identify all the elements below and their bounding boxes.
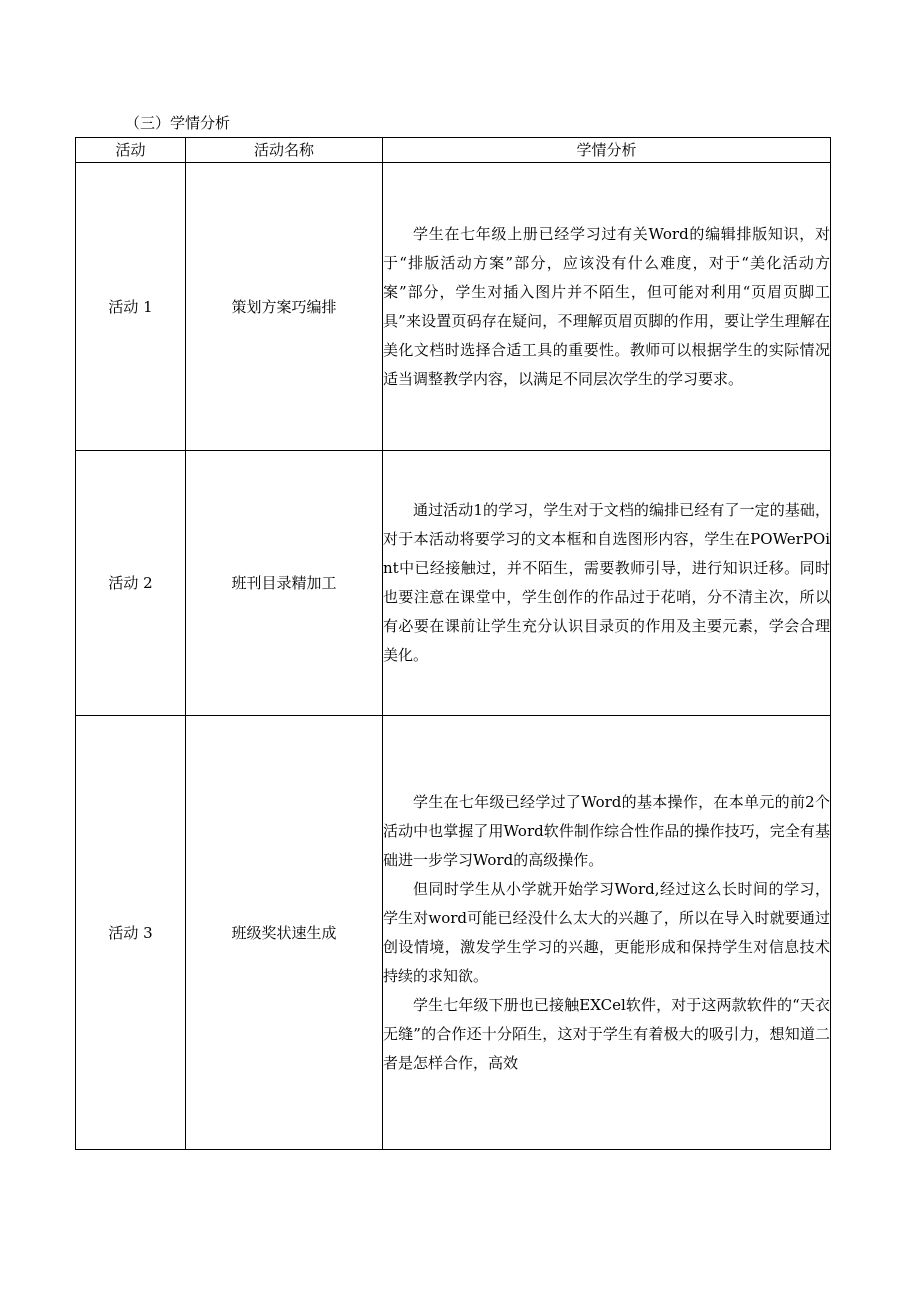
analysis-cell xyxy=(383,716,831,1150)
analysis-paragraph: 学生七年级下册也已接触EXCel软件，对于这两款软件的“天衣无缝”的合作还十分陌生，这对于学生有着极大的吸引力，想知道二者是怎样合作，高效 xyxy=(383,995,830,1072)
analysis-cell xyxy=(383,451,831,716)
header-activity-name: 活动名称 xyxy=(186,138,383,163)
analysis-paragraph: 通过活动1的学习，学生对于文档的编排已经有了一定的基础，对于本活动将要学习的文本框和自选图形内容，学生在POWerPOint中已经接触过，并不陌生，需要教师引导，进行知识迁移。同时也要注意在课堂中，学生创作的作品过于花哨，分不清主次，所以有必要在课前让学生充分认识目录页的作用及主要元素，学会合理美化。 xyxy=(383,501,830,664)
table-row xyxy=(76,163,831,451)
table-header-row xyxy=(76,138,831,163)
table-row xyxy=(76,716,831,1150)
analysis-paragraph: 学生在七年级上册已经学习过有关Word的编辑排版知识，对于“排版活动方案”部分，应该没有什么难度，对于“美化活动方案”部分，学生对插入图片并不陌生，但可能对利用“页眉页脚工具”来设置页码存在疑问，不理解页眉页脚的作用，要让学生理解在美化文档时选择合适工具的重要性。教师可以根据学生的实际情况适当调整教学内容，以满足不同层次学生的学习要求。 xyxy=(383,224,830,388)
activity-name-cell: 策划方案巧编排 xyxy=(186,163,383,451)
activity-name-cell: 班级奖状速生成 xyxy=(186,716,383,1150)
student-analysis-table xyxy=(75,137,831,1150)
header-activity: 活动 xyxy=(76,138,186,163)
activity-cell: 活动 2 xyxy=(76,451,186,716)
table-row xyxy=(76,451,831,716)
section-title: （三）学情分析 xyxy=(125,114,231,132)
analysis-cell xyxy=(383,163,831,451)
analysis-paragraph: 但同时学生从小学就开始学习Word,经过这么长时间的学习，学生对word可能已经没什么太大的兴趣了，所以在导入时就要通过创设情境，激发学生学习的兴趣，更能形成和保持学生对信息技术持续的求知欲。 xyxy=(383,879,830,985)
analysis-paragraph: 学生在七年级已经学过了Word的基本操作，在本单元的前2个活动中也掌握了用Word软件制作综合性作品的操作技巧，完全有基础进一步学习Word的高级操作。 xyxy=(383,792,830,869)
activity-cell: 活动 1 xyxy=(76,163,186,451)
activity-cell: 活动 3 xyxy=(76,716,186,1150)
activity-name-cell: 班刊目录精加工 xyxy=(186,451,383,716)
header-analysis: 学情分析 xyxy=(383,138,831,163)
